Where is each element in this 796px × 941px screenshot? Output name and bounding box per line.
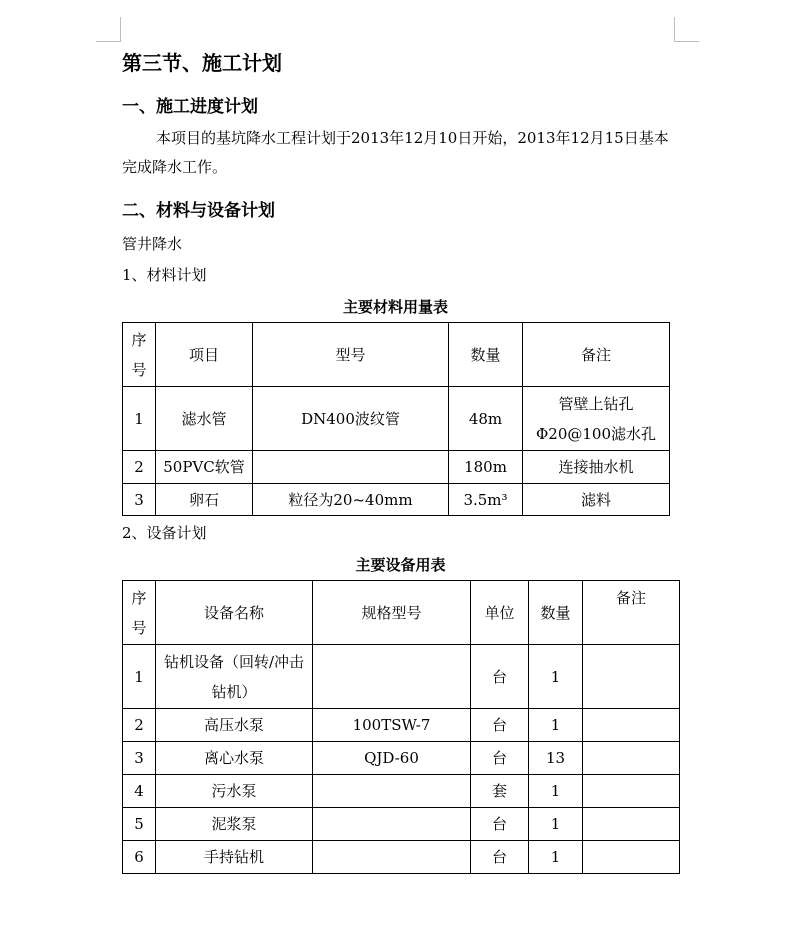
table-cell: 卵石	[156, 484, 253, 516]
materials-table-caption: 主要材料用量表	[342, 298, 448, 316]
table-cell: 滤料	[523, 484, 670, 516]
table-cell: 3	[123, 484, 156, 516]
header-cell: 序号	[123, 323, 156, 387]
table-cell: 台	[471, 709, 529, 742]
table-cell: 1	[529, 808, 583, 841]
heading-materials-equipment: 二、材料与设备计划	[122, 201, 275, 221]
table-cell	[313, 841, 471, 874]
table-cell: 台	[471, 808, 529, 841]
equipment-table-caption: 主要设备用表	[355, 556, 446, 574]
table-cell	[583, 709, 680, 742]
table-cell	[583, 775, 680, 808]
header-cell: 规格型号	[313, 581, 471, 645]
heading-schedule: 一、施工进度计划	[122, 97, 258, 117]
table-cell: 管壁上钻孔Φ20@100滤水孔	[523, 387, 670, 451]
table-row	[123, 484, 670, 516]
table-row	[123, 808, 680, 841]
table-cell: 1	[529, 775, 583, 808]
table-cell	[583, 808, 680, 841]
header-cell: 项目	[156, 323, 253, 387]
table-cell: 1	[529, 709, 583, 742]
header-cell: 单位	[471, 581, 529, 645]
item-equipment-plan: 2、设备计划	[122, 524, 207, 542]
subheading-well-dewatering: 管井降水	[122, 235, 183, 253]
table-cell: 连接抽水机	[523, 451, 670, 484]
table-row	[123, 709, 680, 742]
table-cell: 2	[123, 709, 156, 742]
table-cell: 5	[123, 808, 156, 841]
table-cell: DN400波纹管	[253, 387, 449, 451]
table-cell: 钻机设备（回转/冲击钻机）	[156, 645, 313, 709]
table-cell	[313, 775, 471, 808]
table-cell: 180m	[449, 451, 523, 484]
table-row	[123, 387, 670, 451]
table-row	[123, 645, 680, 709]
table-cell: 6	[123, 841, 156, 874]
table-cell	[583, 645, 680, 709]
table-row	[123, 451, 670, 484]
table-cell: 48m	[449, 387, 523, 451]
table-row	[123, 775, 680, 808]
table-cell: 3	[123, 742, 156, 775]
header-cell: 数量	[529, 581, 583, 645]
table-cell: 100TSW-7	[313, 709, 471, 742]
item-material-plan: 1、材料计划	[122, 266, 207, 284]
table-cell	[313, 808, 471, 841]
table-cell: QJD-60	[313, 742, 471, 775]
table-cell	[583, 841, 680, 874]
table-cell: 1	[529, 841, 583, 874]
header-cell: 设备名称	[156, 581, 313, 645]
table-cell: 台	[471, 841, 529, 874]
section-title: 第三节、施工计划	[122, 51, 282, 75]
table-cell: 粒径为20~40mm	[253, 484, 449, 516]
table-cell: 2	[123, 451, 156, 484]
table-cell: 离心水泵	[156, 742, 313, 775]
table-cell: 1	[529, 645, 583, 709]
table-cell: 3.5m³	[449, 484, 523, 516]
table-header-row	[123, 323, 670, 387]
table-cell: 泥浆泵	[156, 808, 313, 841]
equipment-table	[122, 580, 680, 874]
table-cell: 滤水管	[156, 387, 253, 451]
table-cell: 高压水泵	[156, 709, 313, 742]
table-row	[123, 841, 680, 874]
page-corner-mark-top-right	[674, 17, 699, 42]
header-cell: 备注	[523, 323, 670, 387]
table-cell: 4	[123, 775, 156, 808]
page-corner-mark-top-left	[96, 17, 121, 42]
table-cell: 手持钻机	[156, 841, 313, 874]
header-cell: 数量	[449, 323, 523, 387]
header-cell: 序号	[123, 581, 156, 645]
table-header-row	[123, 581, 680, 645]
table-cell	[583, 742, 680, 775]
table-cell: 污水泵	[156, 775, 313, 808]
table-cell: 套	[471, 775, 529, 808]
table-cell: 50PVC软管	[156, 451, 253, 484]
table-cell	[253, 451, 449, 484]
table-row	[123, 742, 680, 775]
paragraph-text: 本项目的基坑降水工程计划于2013年12月10日开始，2013年12月15日基本完成降水工作。	[122, 129, 669, 176]
table-cell: 台	[471, 742, 529, 775]
materials-table	[122, 322, 670, 516]
header-cell: 备注	[583, 581, 680, 645]
table-cell: 1	[123, 387, 156, 451]
table-cell: 台	[471, 645, 529, 709]
paragraph-schedule	[122, 124, 682, 182]
table-cell: 1	[123, 645, 156, 709]
header-cell: 型号	[253, 323, 449, 387]
table-cell	[313, 645, 471, 709]
table-cell: 13	[529, 742, 583, 775]
